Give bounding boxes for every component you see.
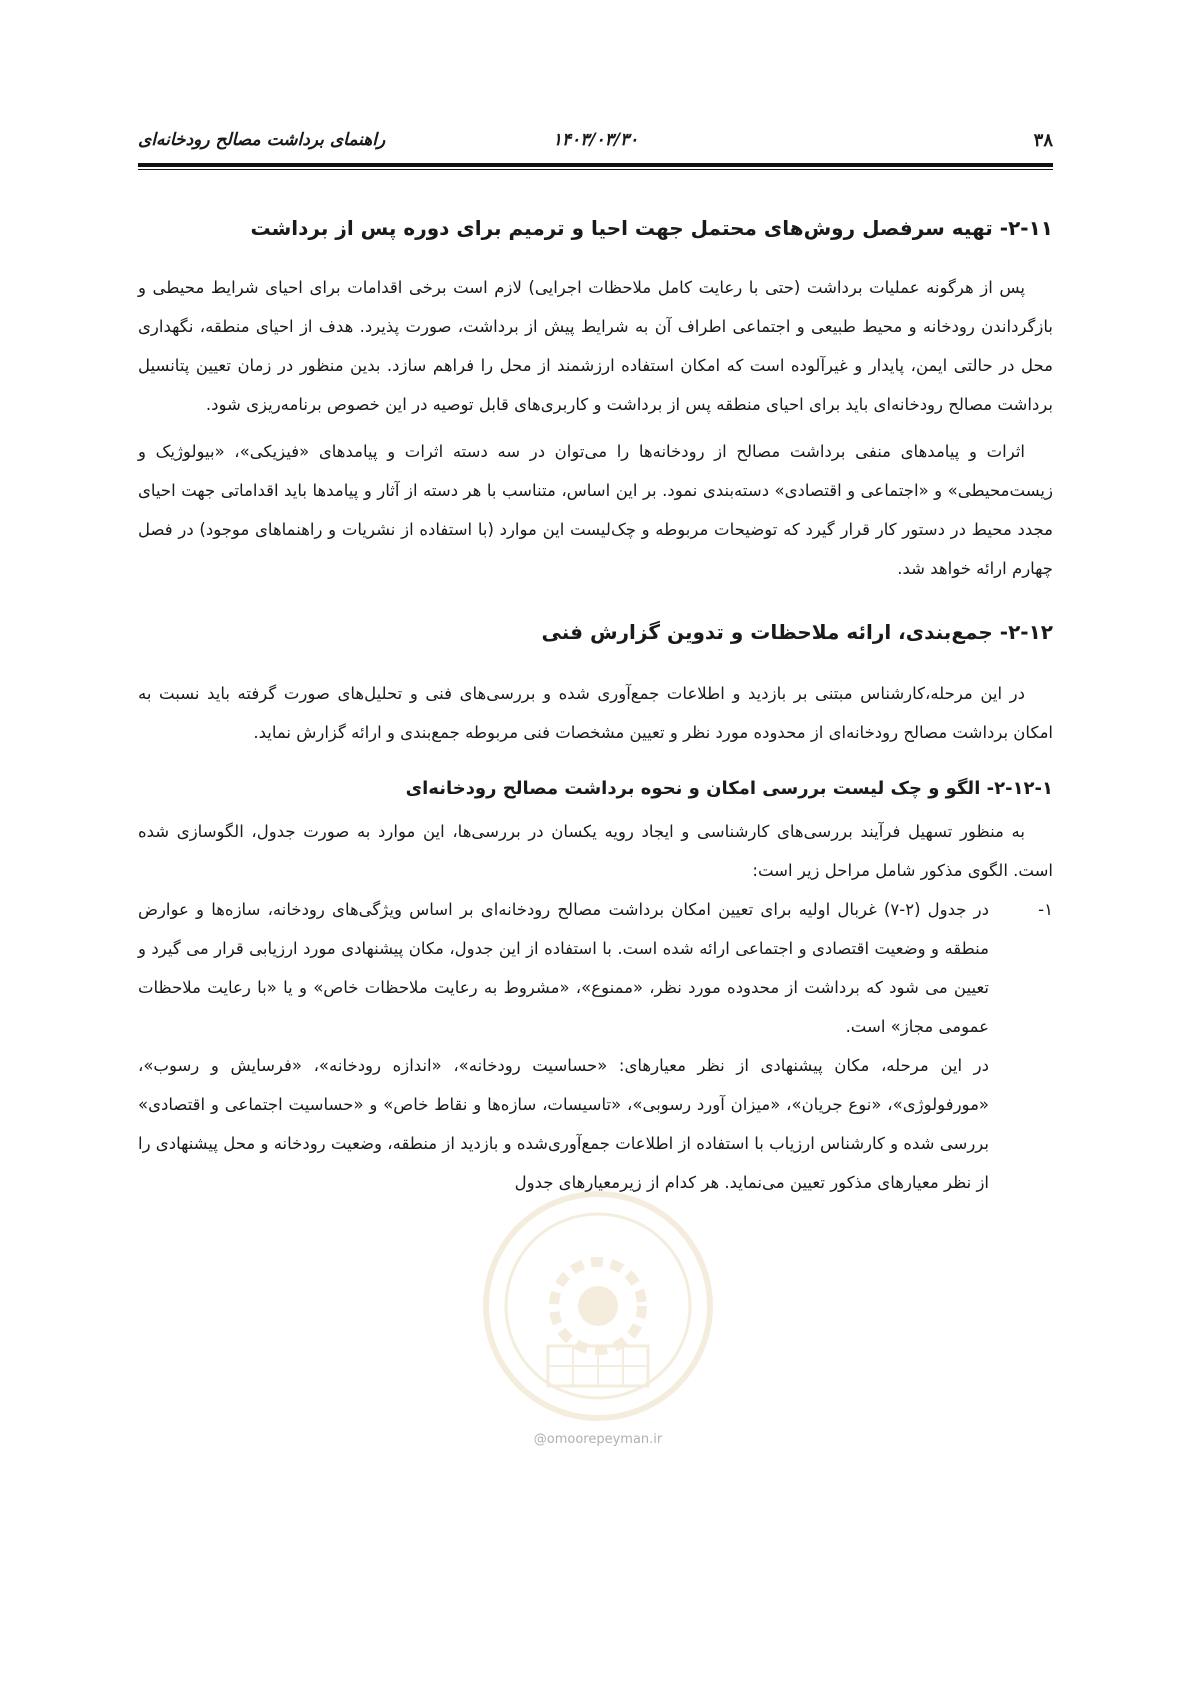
watermark-url: @omoorepeyman.ir <box>533 1432 663 1447</box>
header-title: راهنمای برداشت مصالح رودخانه‌ای <box>138 130 386 150</box>
page-number: ۳۸ <box>1033 130 1053 151</box>
paragraph: به منظور تسهیل فرآیند بررسی‌های کارشناسی و ایجاد رویه یکسان در بررسی‌ها، این موارد به صورت جدول، الگوسازی شده است. الگوی مذکور شامل مراحل زیر است: <box>138 822 1053 880</box>
list-item-number: ۱- <box>1038 900 1053 919</box>
list-item-text: در جدول (۲-۷) غربال اولیه برای تعیین امکان برداشت مصالح رودخانه‌ای بر اساس ویژگی‌های رودخانه، سازه‌ها و عوارض منطقه و وضعیت اقتصادی و اجتماعی ارائه شده است. با استفاده از این جدول، مکان پیشنهادی مورد ارزیابی قرار می گیرد و تعیین می شود که برداشت از محدوده مورد نظر، «ممنوع»، «مشروط به رعایت ملاحظات خاص» و یا «با رعایت ملاحظات عمومی مجاز» است. <box>138 900 989 1036</box>
list-item <box>138 890 1053 1046</box>
paragraph: پس از هرگونه عملیات برداشت (حتی با رعایت کامل ملاحظات اجرایی) لازم است برخی اقدامات برای احیای شرایط محیطی و بازگرداندن رودخانه و محیط طبیعی و اجتماعی اطراف آن به شرایط پیش از برداشت، صورت پذیرد. هدف از احیای منطقه، نگهداری محل در حالتی ایمن، پایدار و غیرآلوده است که امکان استفاده ارزشمند از محل را فراهم سازد. بدین منظور در زمان تعیین پتانسیل برداشت مصالح رودخانه‌ای باید برای احیای منطقه پس از برداشت و کاربری‌های قابل توصیه در این خصوص برنامه‌ریزی شود. <box>138 278 1053 414</box>
paragraph: در این مرحله،کارشناس مبتنی بر بازدید و اطلاعات جمع‌آوری شده و بررسی‌های فنی و تحلیل‌های صورت گرفته باید نسبت به امکان برداشت مصالح رودخانه‌ای از محدوده مورد نظر و تعیین مشخصات فنی مربوطه جمع‌بندی و ارائه گزارش نماید. <box>138 684 1053 742</box>
watermark-seal-icon <box>478 1186 718 1426</box>
section-heading-2-12: ۲-۱۲- جمع‌بندی، ارائه ملاحظات و تدوین گزارش فنی <box>541 620 1053 644</box>
page-header <box>138 126 1053 156</box>
header-rule-thick <box>138 163 1053 167</box>
page-body <box>138 212 1053 1202</box>
header-date: ۱۴۰۳/۰۳/۳۰ <box>552 130 639 150</box>
section-heading-2-11: ۲-۱۱- تهیه سرفصل روش‌های محتمل جهت احیا و ترمیم برای دوره پس از برداشت <box>250 216 1053 240</box>
paragraph: در این مرحله، مکان پیشنهادی از نظر معیارهای: «حساسیت رودخانه»، «اندازه رودخانه»، «فرسایش و رسوب»، «مورفولوژی»، «نوع جریان»، «میزان آورد رسوبی»، «تاسیسات، سازه‌ها و نقاط خاص» و «حساسیت اجتماعی و اقتصادی» بررسی شده و کارشناس ارزیاب با استفاده از اطلاعات جمع‌آوری‌شده و بازدید از منطقه، وضعیت رودخانه و محل پیشنهادی را از نظر معیارهای مذکور تعیین می‌نماید. هر کدام از زیرمعیارهای جدول <box>138 1056 989 1192</box>
paragraph: اثرات و پیامدهای منفی برداشت مصالح از رودخانه‌ها را می‌توان در سه دسته اثرات و پیامدهای «فیزیکی»، «بیولوژیک و زیست‌محیطی» و «اجتماعی و اقتصادی» دسته‌بندی نمود. بر این اساس، متناسب با هر دسته از آثار و پیامدها باید اقداماتی جهت احیای مجدد محیط در دستور کار قرار گیرد که توضیحات مربوطه و چک‌لیست این موارد (با استفاده از نشریات و راهنماهای موجود) در فصل چهارم ارائه خواهد شد. <box>138 442 1053 578</box>
header-rule-thin <box>138 169 1053 170</box>
list-item-continuation <box>138 1046 1053 1202</box>
subsection-heading-2-12-1: ۲-۱۲-۱- الگو و چک لیست بررسی امکان و نحوه برداشت مصالح رودخانه‌ای <box>405 778 1053 799</box>
